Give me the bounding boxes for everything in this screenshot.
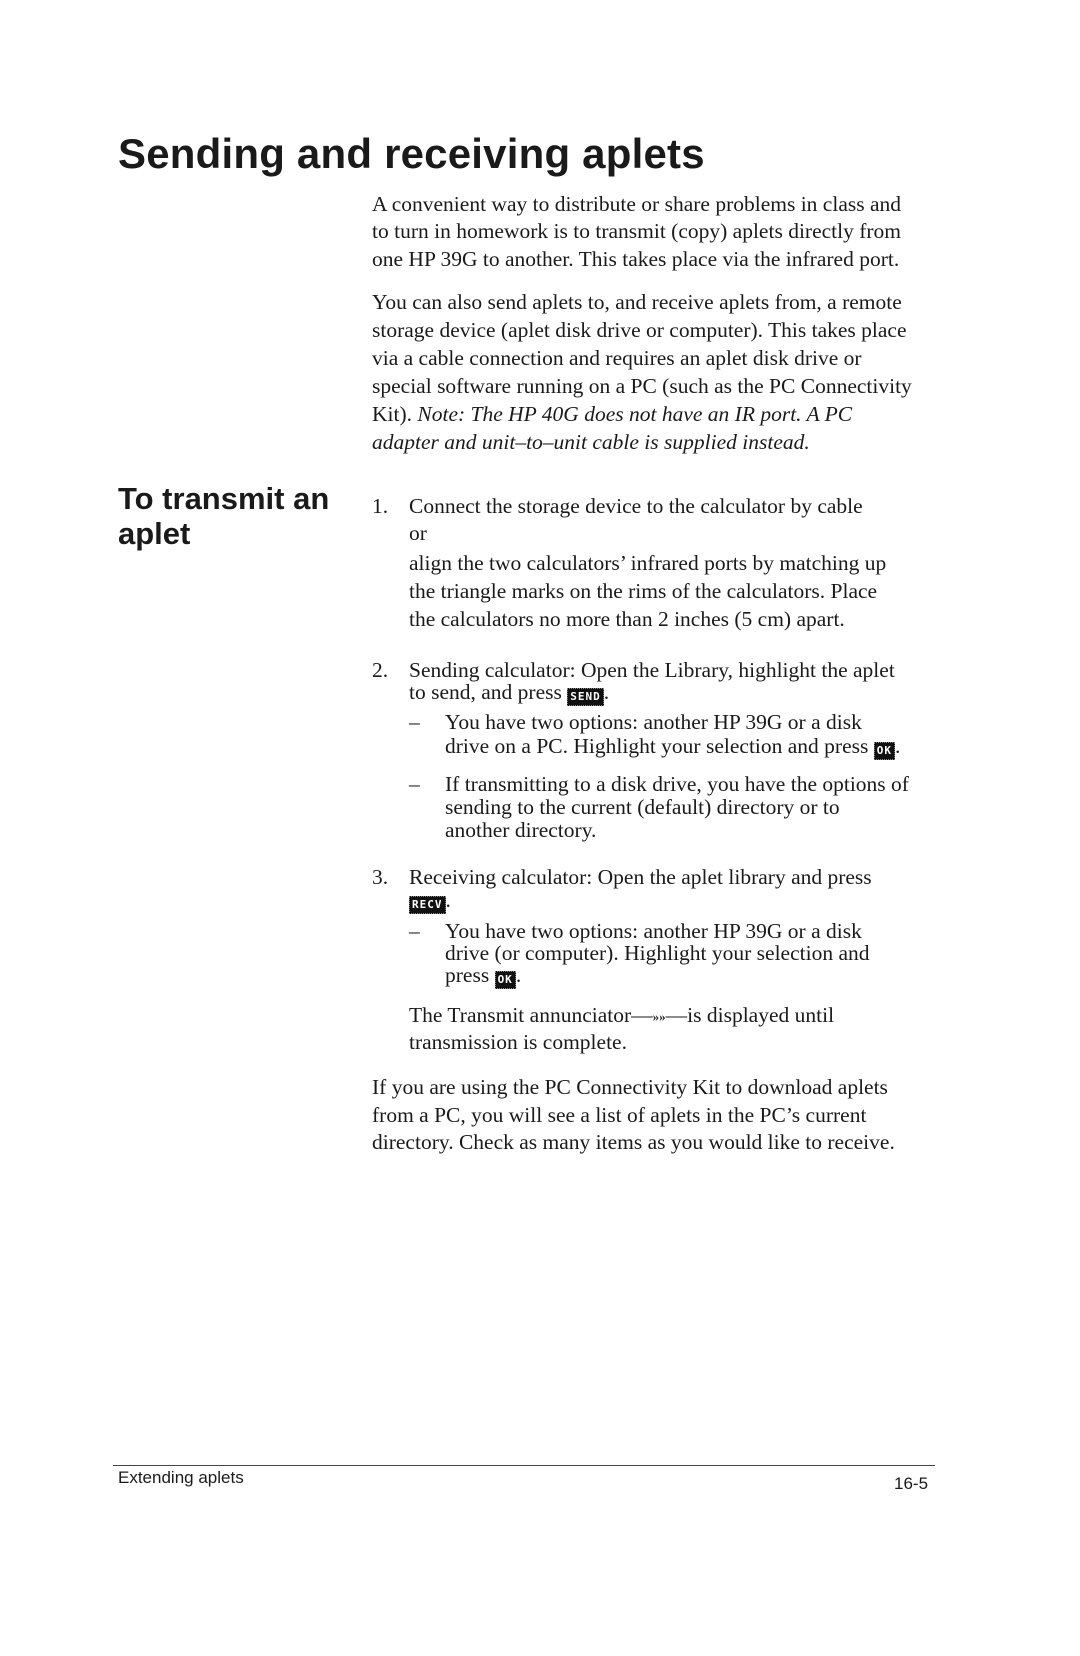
bullet-dash: – [409, 772, 420, 796]
intro-line: You can also send aplets to, and receive aplets from, a remote [372, 290, 902, 314]
step-line: RECV . [409, 887, 451, 914]
intro-line: A convenient way to distribute or share problems in class and [372, 192, 902, 216]
bullet-dash: – [409, 710, 420, 734]
bullet-line: You have two options: another HP 39G or a disk [445, 710, 862, 734]
step-line: the triangle marks on the rims of the calculators. Place [409, 579, 878, 603]
note-text: adapter and unit–to–unit cable is supplied instead. [372, 430, 810, 454]
intro-line [372, 401, 852, 427]
step-line: Sending calculator: Open the Library, highlight the aplet [409, 658, 895, 682]
closing-line: If you are using the PC Connectivity Kit to download aplets [372, 1075, 888, 1099]
footer-rule [113, 1465, 935, 1466]
step-line: align the two calculators’ infrared ports by matching up [409, 551, 887, 575]
annunciator-line [409, 1002, 834, 1030]
bullet-line: You have two options: another HP 39G or a disk [445, 919, 862, 943]
intro-line: to turn in homework is to transmit (copy) aplets directly from [372, 219, 902, 243]
intro-line: storage device (aplet disk drive or computer). This takes place [372, 318, 907, 342]
section-heading: aplet [118, 516, 191, 551]
step-number: 2. [372, 658, 389, 682]
intro-line: special software running on a PC (such as the PC Connectivity [372, 374, 912, 398]
send-softkey-icon: SEND [567, 688, 604, 706]
intro-line: via a cable connection and requires an aplet disk drive or [372, 346, 862, 370]
bullet-line: sending to the current (default) directory or to [445, 795, 840, 819]
transmit-annunciator-icon: »» [652, 1009, 666, 1024]
page-title: Sending and receiving aplets [118, 130, 705, 177]
step-line: or [409, 521, 427, 545]
bullet-text: press [445, 963, 495, 987]
note-text: Note: The HP 40G does not have an IR port. A PC [417, 402, 853, 426]
intro-line [372, 429, 810, 455]
step-number: 1. [372, 494, 389, 518]
bullet-dash: – [409, 919, 420, 943]
bullet-line: If transmitting to a disk drive, you have the options of [445, 772, 909, 796]
step-text: to send, and press [409, 680, 568, 704]
bullet-line: drive (or computer). Highlight your selection and [445, 941, 870, 965]
footer-section-title: Extending aplets [118, 1468, 244, 1487]
step-line: the calculators no more than 2 inches (5 cm) apart. [409, 607, 845, 631]
step-line: Receiving calculator: Open the aplet library and press [409, 865, 872, 889]
bullet-text: drive on a PC. Highlight your selection and press [445, 734, 874, 758]
ok-softkey-icon: OK [495, 971, 516, 989]
bullet-line: another directory. [445, 818, 597, 842]
recv-softkey-icon: RECV [409, 896, 446, 914]
step-line: to send, and press SEND . [409, 680, 610, 704]
closing-line: from a PC, you will see a list of aplets in the PC’s current [372, 1103, 867, 1127]
closing-line: directory. Check as many items as you would like to receive. [372, 1130, 895, 1154]
annunciator-text: —is displayed until [665, 1003, 835, 1027]
bullet-line: drive on a PC. Highlight your selection and press OK . [445, 734, 901, 758]
annunciator-text: The Transmit annunciator— [409, 1003, 653, 1027]
step-number: 3. [372, 865, 389, 889]
ok-softkey-icon: OK [874, 742, 895, 760]
page-number: 16-5 [894, 1474, 929, 1493]
annunciator-line: transmission is complete. [409, 1030, 627, 1054]
intro-text: Kit). [372, 402, 418, 426]
step-line: Connect the storage device to the calculator by cable [409, 494, 863, 518]
intro-line: one HP 39G to another. This takes place via the infrared port. [372, 247, 900, 271]
bullet-line: press OK . [445, 963, 522, 987]
section-heading: To transmit an [118, 481, 330, 516]
